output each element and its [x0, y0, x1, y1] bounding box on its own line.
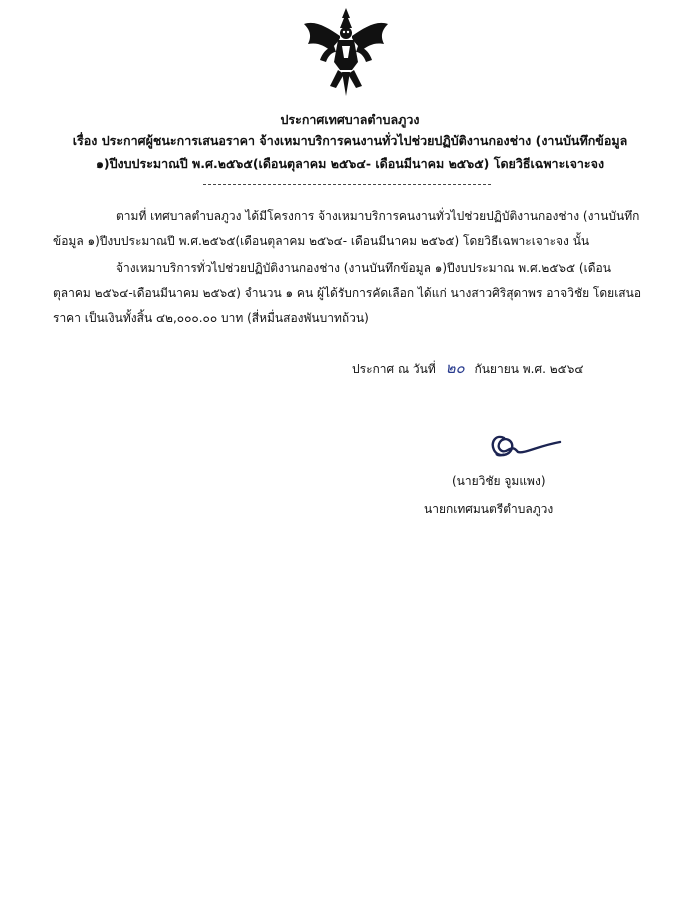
paragraph-2-line-2: ตุลาคม ๒๕๖๔-เดือนมีนาคม ๒๕๖๕) จำนวน ๑ คน ผู้ได้รับการคัดเลือก ได้แก่ นางสาวศิริสุดาพร อาจวิชัย โดยเสนอ — [53, 286, 642, 300]
paragraph-2-line-1: จ้างเหมาบริการทั่วไปช่วยปฏิบัติงานกองช่าง (งานบันทึกข้อมูล ๑)ปีงบประมาณ พ.ศ.๒๕๖๕ (เดือน — [116, 261, 611, 275]
paragraph-1-line-2: ข้อมูล ๑)ปีงบประมาณปี พ.ศ.๒๕๖๕(เดือนตุลาคม ๒๕๖๔- เดือนมีนาคม ๒๕๖๕) โดยวิธีเฉพาะเจาะจง นั้น — [53, 234, 590, 248]
announcement-date — [352, 356, 583, 380]
divider — [203, 184, 491, 185]
subject-line-1: เรื่อง ประกาศผู้ชนะการเสนอราคา จ้างเหมาบริการคนงานทั่วไปช่วยปฏิบัติงานกองช่าง (งานบันทึกข้อมูล — [72, 133, 628, 148]
date-day: ๒๐ — [445, 359, 465, 377]
office-title: ประกาศเทศบาลตำบลภูวง — [280, 112, 420, 127]
date-suffix: กันยายน พ.ศ. ๒๕๖๔ — [474, 362, 584, 376]
garuda-emblem-icon — [300, 6, 392, 98]
signatory-name: (นายวิชัย จูมแพง) — [452, 474, 546, 488]
subject-line-2: ๑)ปีงบประมาณปี พ.ศ.๒๕๖๕(เดือนตุลาคม ๒๕๖๔- เดือนมีนาคม ๒๕๖๕) โดยวิธีเฉพาะเจาะจง — [95, 156, 605, 171]
date-prefix: ประกาศ ณ วันที่ — [352, 362, 436, 376]
paragraph-2-line-3: ราคา เป็นเงินทั้งสิ้น ๔๒,๐๐๐.๐๐ บาท (สี่หมื่นสองพันบาทถ้วน) — [53, 311, 369, 325]
signatory-position: นายกเทศมนตรีตำบลภูวง — [424, 502, 554, 516]
signature-icon — [482, 420, 562, 466]
paragraph-1-line-1: ตามที่ เทศบาลตำบลภูวง ได้มีโครงการ จ้างเหมาบริการคนงานทั่วไปช่วยปฏิบัติงานกองช่าง (งานบันทึก — [116, 209, 640, 223]
